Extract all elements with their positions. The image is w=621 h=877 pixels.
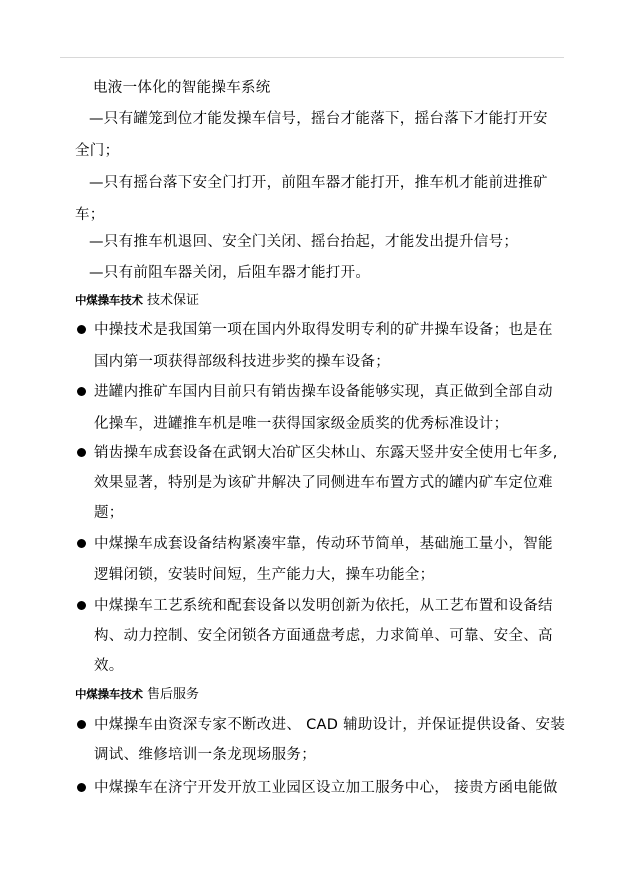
tech-bullet-3-line-3: 题； (94, 505, 124, 521)
interlock-line-4: —只有前阻车器关闭，后阻车器才能打开。 (89, 265, 371, 281)
bullet-icon (77, 325, 86, 334)
tech-bullet-4-line-1: 中煤操车成套设备结构紧凑牢靠，传动环节简单，基础施工量小，智能 (94, 536, 553, 552)
bullet-icon (77, 720, 86, 729)
tech-bullet-2-line-1: 进罐内推矿车国内目前只有销齿操车设备能够实现，真正做到全部自动 (94, 384, 553, 400)
intro-title: 电液一体化的智能操车系统 (93, 80, 271, 96)
section-heading-tech (75, 290, 199, 311)
page-header-rule (60, 57, 564, 58)
bullet-icon (77, 448, 86, 457)
tech-bullet-2-line-2: 化操车，进罐推车机是唯一获得国家级金质奖的优秀标准设计； (94, 416, 509, 432)
tech-bullet-3-line-2: 效果显著，特别是为该矿井解决了同侧进车布置方式的罐内矿车定位难 (94, 475, 553, 491)
tech-bullet-1-line-1: 中操技术是我国第一项在国内外取得发明专利的矿井操车设备；也是在 (94, 322, 553, 338)
section-heading-service (75, 684, 199, 705)
interlock-line-3: —只有推车机退回、安全门关闭、摇台抬起，才能发出提升信号； (89, 234, 519, 250)
bullet-icon (77, 783, 86, 792)
brand-label: 中煤操车技术 (75, 687, 143, 701)
bullet-icon (77, 387, 86, 396)
tech-bullet-5-line-3: 效。 (94, 658, 124, 674)
tech-bullet-5-line-2: 构、动力控制、安全闭锁各方面通盘考虑，力求简单、可靠、安全、高 (94, 628, 553, 644)
service-bullet-1-line-2: 调试、维修培训一条龙现场服务； (94, 747, 316, 763)
service-bullet-2-line-1: 中煤操车在济宁开发开放工业园区设立加工服务中心， 接贵方函电能做 (94, 780, 558, 796)
section-title: 技术保证 (146, 293, 199, 308)
tech-bullet-4-line-2: 逻辑闭锁，安装时间短，生产能力大，操车功能全； (94, 567, 435, 583)
service-bullet-1-line-1: 中煤操车由资深专家不断改进、 CAD 辅助设计，并保证提供设备、安装 (94, 717, 566, 733)
tech-bullet-1-line-2: 国内第一项获得部级科技进步奖的操车设备； (94, 354, 390, 370)
interlock-line-1-cont: 全门； (75, 143, 120, 159)
tech-bullet-3-line-1: 销齿操车成套设备在武钢大冶矿区尖林山、东露天竖井安全使用七年多, (94, 445, 558, 461)
tech-bullet-5-line-1: 中煤操车工艺系统和配套设备以发明创新为依托，从工艺布置和设备结 (94, 598, 553, 614)
brand-label: 中煤操车技术 (75, 293, 143, 307)
bullet-icon (77, 539, 86, 548)
interlock-line-2: —只有摇台落下安全门打开，前阻车器才能打开，推车机才能前进推矿 (89, 175, 548, 191)
bullet-icon (77, 601, 86, 610)
section-title: 售后服务 (146, 687, 199, 702)
interlock-line-2-cont: 车； (75, 207, 105, 223)
interlock-line-1: —只有罐笼到位才能发操车信号，摇台才能落下，摇台落下才能打开安 (89, 111, 548, 127)
